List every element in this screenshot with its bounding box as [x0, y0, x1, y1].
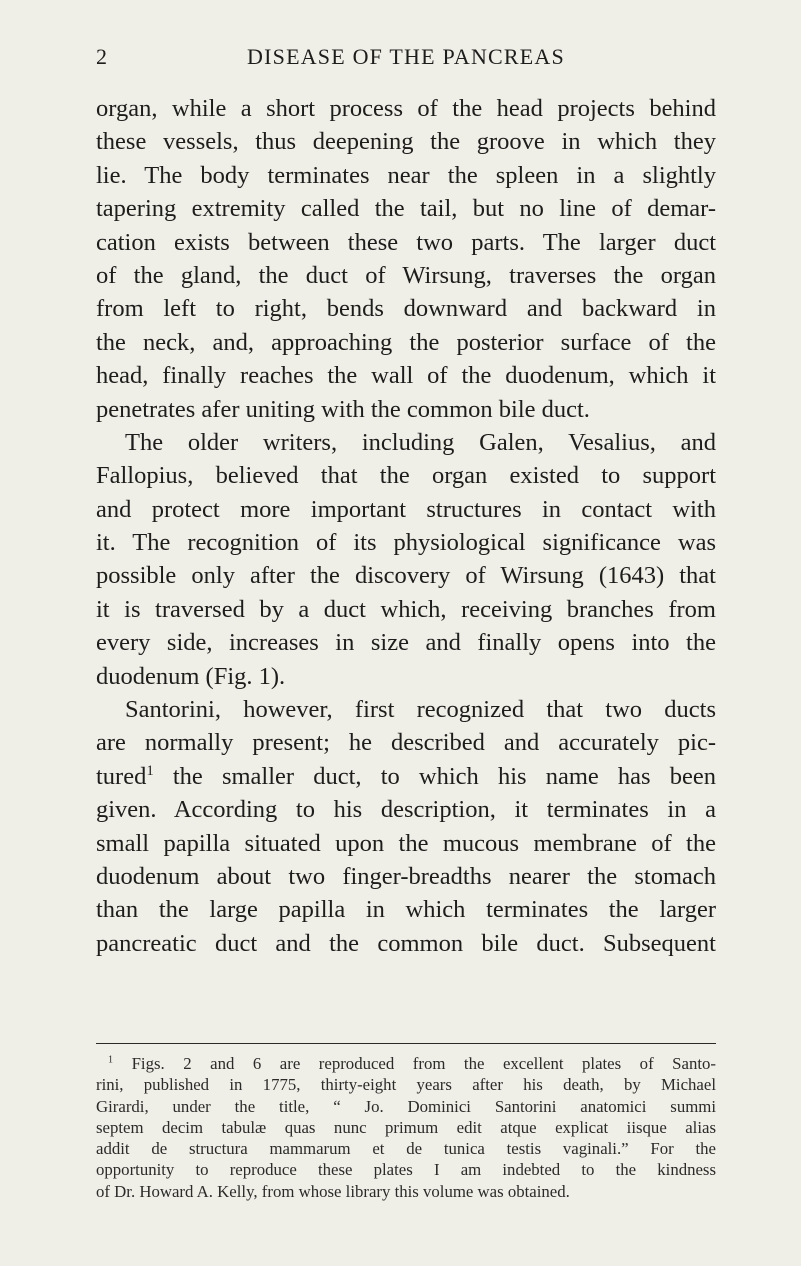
footnote-line: septem decim tabulæ quas nunc primum edit atque explicat iisque alias — [96, 1117, 716, 1137]
body-text — [96, 92, 716, 960]
body-line: and protect more important structures in contact with — [96, 495, 716, 523]
body-line: these vessels, thus deepening the groove in which they — [96, 128, 716, 156]
footnote-divider — [96, 1043, 716, 1044]
footnote — [96, 1053, 716, 1202]
body-line: given. According to his description, it terminates in a — [96, 796, 716, 824]
body-line: head, finally reaches the wall of the duodenum, which it — [96, 362, 716, 390]
body-line: duodenum (Fig. 1). — [96, 662, 286, 690]
footnote-reference[interactable]: 1 — [146, 762, 154, 779]
footnote-line: rini, published in 1775, thirty-eight years after his death, by Michael — [96, 1075, 716, 1095]
footnote-marker: 1 — [108, 1054, 114, 1066]
running-head: DISEASE OF THE PANCREAS — [247, 44, 565, 69]
tured-word: tured — [96, 762, 147, 790]
body-line: the neck, and, approaching the posterior surface of the — [96, 328, 716, 356]
body-line: lie. The body terminates near the spleen in a slightly — [96, 161, 716, 189]
body-line: it. The recognition of its physiological significance was — [96, 529, 716, 557]
body-line: of the gland, the duct of Wirsung, traverses the organ — [96, 261, 716, 289]
body-line: Santorini, however, first recognized that two ducts — [125, 696, 716, 724]
footnote-line: Girardi, under the title, “ Jo. Dominici Santorini anatomici summi — [96, 1096, 716, 1116]
body-line: tapering extremity called the tail, but no line of demar- — [96, 195, 716, 223]
footnote-line-text: Figs. 2 and 6 are reproduced from the excellent plates of Santo- — [131, 1054, 716, 1073]
body-line: are normally present; he described and accurately pic- — [96, 729, 716, 757]
body-line: small papilla situated upon the mucous membrane of the — [96, 829, 716, 857]
body-line: organ, while a short process of the head projects behind — [96, 95, 716, 122]
body-line: every side, increases in size and finally opens into the — [96, 629, 716, 657]
footnote-line: opportunity to reproduce these plates I am indebted to the kindness — [96, 1160, 716, 1180]
body-line: it is traversed by a duct which, receiving branches from — [96, 595, 716, 623]
body-line: penetrates afer uniting with the common bile duct. — [96, 395, 590, 423]
body-line: The older writers, including Galen, Vesalius, and — [125, 428, 716, 456]
body-line: than the large papilla in which terminates the larger — [96, 896, 716, 924]
body-line: Fallopius, believed that the organ existed to support — [96, 462, 716, 490]
page-number: 2 — [96, 44, 108, 69]
footnote-line: of Dr. Howard A. Kelly, from whose library this volume was obtained. — [96, 1181, 570, 1201]
body-line: possible only after the discovery of Wirsung (1643) that — [96, 562, 716, 590]
footnote-line — [96, 1053, 716, 1074]
page-header — [96, 44, 716, 74]
body-line-with-footnote-ref — [96, 760, 716, 793]
body-line: duodenum about two finger-breadths nearer the stomach — [96, 862, 716, 890]
body-line: cation exists between these two parts. The larger duct — [96, 228, 716, 256]
body-line: from left to right, bends downward and backward in — [96, 295, 716, 323]
body-line: pancreatic duct and the common bile duct. Subsequent — [96, 929, 716, 957]
body-line-rest: the smaller duct, to which his name has been — [172, 762, 716, 790]
footnote-line: addit de structura mammarum et de tunica testis vaginali.” For the — [96, 1139, 716, 1159]
